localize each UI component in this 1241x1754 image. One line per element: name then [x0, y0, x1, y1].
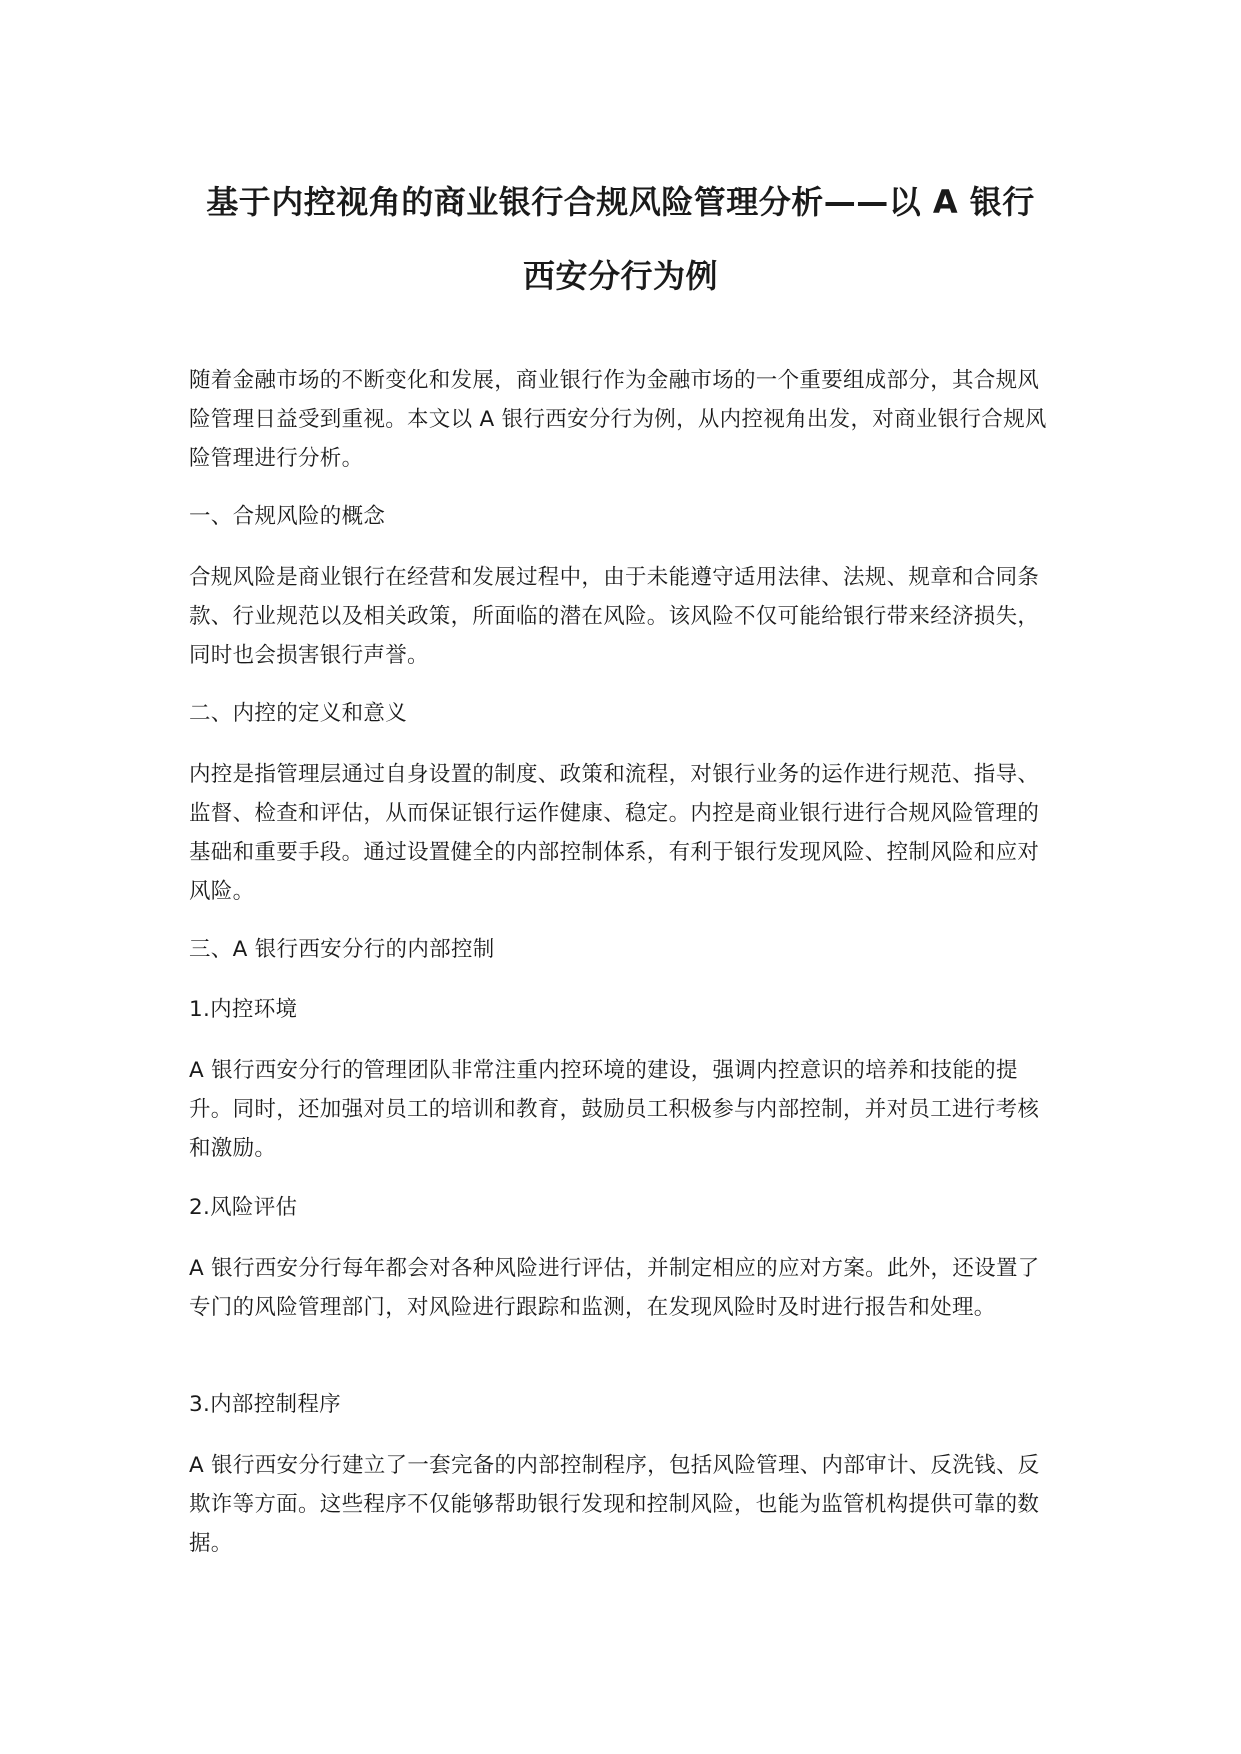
section-2-paragraph: 内控是指管理层通过自身设置的制度、政策和流程，对银行业务的运作进行规范、指导、监督、检查和评估，从而保证银行运作健康、稳定。内控是商业银行进行合规风险管理的基础和重要手段。通过设置健全的内部控制体系，有利于银行发现风险、控制风险和应对风险。	[189, 762, 1040, 904]
subsection-2-paragraph: A 银行西安分行每年都会对各种风险进行评估，并制定相应的应对方案。此外，还设置了专门的风险管理部门，对风险进行跟踪和监测，在发现风险时及时进行报告和处理。	[189, 1256, 1040, 1320]
subsection-heading-3: 3.内部控制程序	[189, 1392, 341, 1417]
document-title-line-1: 基于内控视角的商业银行合规风险管理分析——以 A 银行	[206, 183, 1035, 221]
intro-paragraph: 随着金融市场的不断变化和发展，商业银行作为金融市场的一个重要组成部分，其合规风险管理日益受到重视。本文以 A 银行西安分行为例，从内控视角出发，对商业银行合规风险管理进行分析。	[189, 368, 1047, 471]
section-heading-3: 三、A 银行西安分行的内部控制	[189, 937, 495, 962]
document-title-line-2: 西安分行为例	[522, 257, 718, 295]
section-heading-1: 一、合规风险的概念	[189, 504, 386, 529]
section-heading-2: 二、内控的定义和意义	[189, 701, 408, 726]
section-1-paragraph: 合规风险是商业银行在经营和发展过程中，由于未能遵守适用法律、法规、规章和合同条款、行业规范以及相关政策，所面临的潜在风险。该风险不仅可能给银行带来经济损失，同时也会损害银行声誉。	[189, 565, 1040, 668]
subsection-heading-2: 2.风险评估	[189, 1195, 298, 1220]
subsection-1-paragraph: A 银行西安分行的管理团队非常注重内控环境的建设，强调内控意识的培养和技能的提升。同时，还加强对员工的培训和教育，鼓励员工积极参与内部控制，并对员工进行考核和激励。	[189, 1058, 1040, 1161]
subsection-3-paragraph: A 银行西安分行建立了一套完备的内部控制程序，包括风险管理、内部审计、反洗钱、反欺诈等方面。这些程序不仅能够帮助银行发现和控制风险，也能为监管机构提供可靠的数据。	[189, 1453, 1040, 1556]
subsection-heading-1: 1.内控环境	[189, 997, 298, 1022]
